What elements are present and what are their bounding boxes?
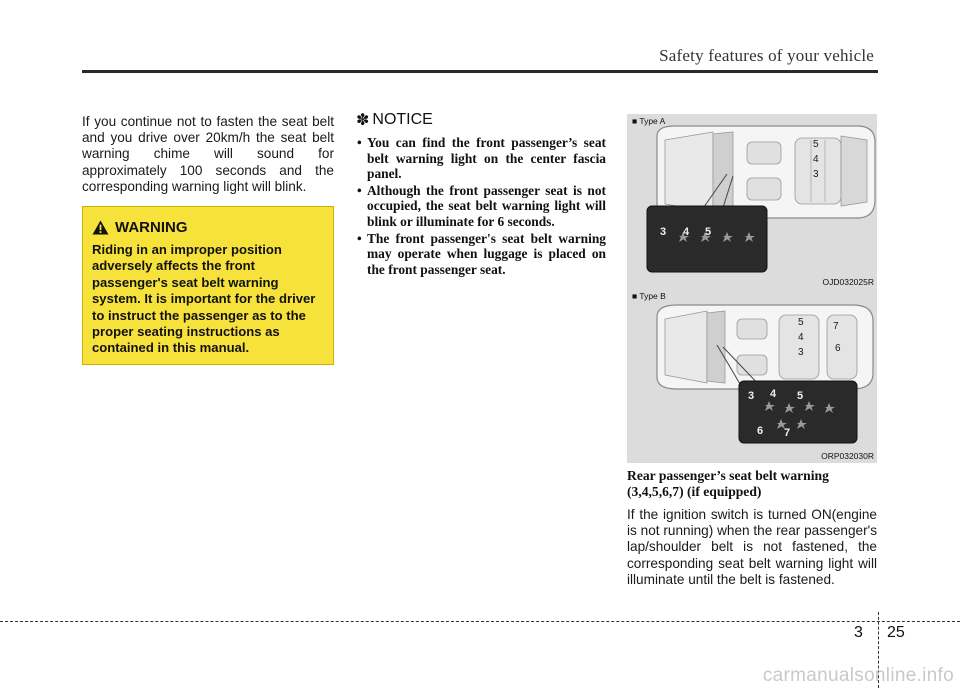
panel-number: 7 xyxy=(784,427,791,439)
seat-number: 4 xyxy=(798,332,804,343)
header-rule xyxy=(82,70,878,73)
figure-type-label: ■ Type A xyxy=(632,116,666,126)
warning-triangle-icon xyxy=(92,220,109,235)
seat-number: 4 xyxy=(813,154,819,165)
panel-number: 3 xyxy=(748,390,755,402)
notice-item: • The front passenger's seat belt warning may operate when luggage is placed on the front passenger seat. xyxy=(356,231,606,278)
notice-list xyxy=(356,135,606,277)
running-header: Safety features of your vehicle xyxy=(659,46,874,65)
seat-number: 7 xyxy=(833,321,839,332)
notice-header xyxy=(356,110,606,129)
notice-item: • You can find the front passenger’s seat belt warning light on the center fascia panel. xyxy=(356,135,606,182)
car-top-view-illustration xyxy=(627,114,877,289)
panel-number: 4 xyxy=(770,388,777,400)
figure-type-b xyxy=(627,289,877,463)
notice-star-icon: ✽ xyxy=(356,110,370,129)
panel-number: 4 xyxy=(683,226,690,238)
seat-number: 3 xyxy=(798,347,804,358)
warning-label: WARNING xyxy=(115,219,188,236)
car-top-view-illustration xyxy=(627,289,877,463)
chapter-number: 3 xyxy=(854,624,863,641)
seat-number: 3 xyxy=(813,169,819,180)
notice-label: NOTICE xyxy=(372,110,433,128)
figure-code: OJD032025R xyxy=(822,277,874,287)
footer-rule xyxy=(0,621,960,622)
figure-type-a xyxy=(627,114,877,289)
figure-code: ORP032030R xyxy=(821,451,874,461)
warning-header xyxy=(92,219,324,236)
page-number: 25 xyxy=(887,624,905,641)
seat-number: 6 xyxy=(835,343,841,354)
intro-paragraph: If you continue not to fasten the seat belt and you drive over 20km/h the seat belt warning chime will sound for approximately 100 seconds and the corresponding warning light will blink. xyxy=(82,114,334,194)
left-column xyxy=(82,114,334,195)
warning-text: Riding in an improper position adversely affects the front passenger's seat belt warning system. It is important for the driver to instruct the passenger as to the proper seating instructions as contained in this manual. xyxy=(92,242,316,356)
seat-number: 5 xyxy=(798,317,804,328)
seat-number: 5 xyxy=(813,139,819,150)
warning-box xyxy=(82,206,334,365)
notice-item: • Although the front passenger seat is not occupied, the seat belt warning light will blink or illuminate for 6 seconds. xyxy=(356,183,606,230)
watermark: carmanualsonline.info xyxy=(762,665,954,686)
panel-number: 6 xyxy=(757,425,764,437)
rear-warning-heading: Rear passenger’s seat belt warning (3,4,5,6,7) (if equipped) xyxy=(627,468,829,499)
rear-warning-paragraph: If the ignition switch is turned ON(engine is not running) when the rear passenger's lap/shoulder belt is not fastened, the corresponding seat belt warning light will illuminate until the belt is fastened. xyxy=(627,507,877,587)
panel-number: 5 xyxy=(705,226,712,238)
rear-warning-section xyxy=(627,468,877,588)
figure-type-label: ■ Type B xyxy=(632,291,666,301)
panel-number: 5 xyxy=(797,390,804,402)
notice-column xyxy=(356,110,606,278)
panel-number: 3 xyxy=(660,226,667,238)
